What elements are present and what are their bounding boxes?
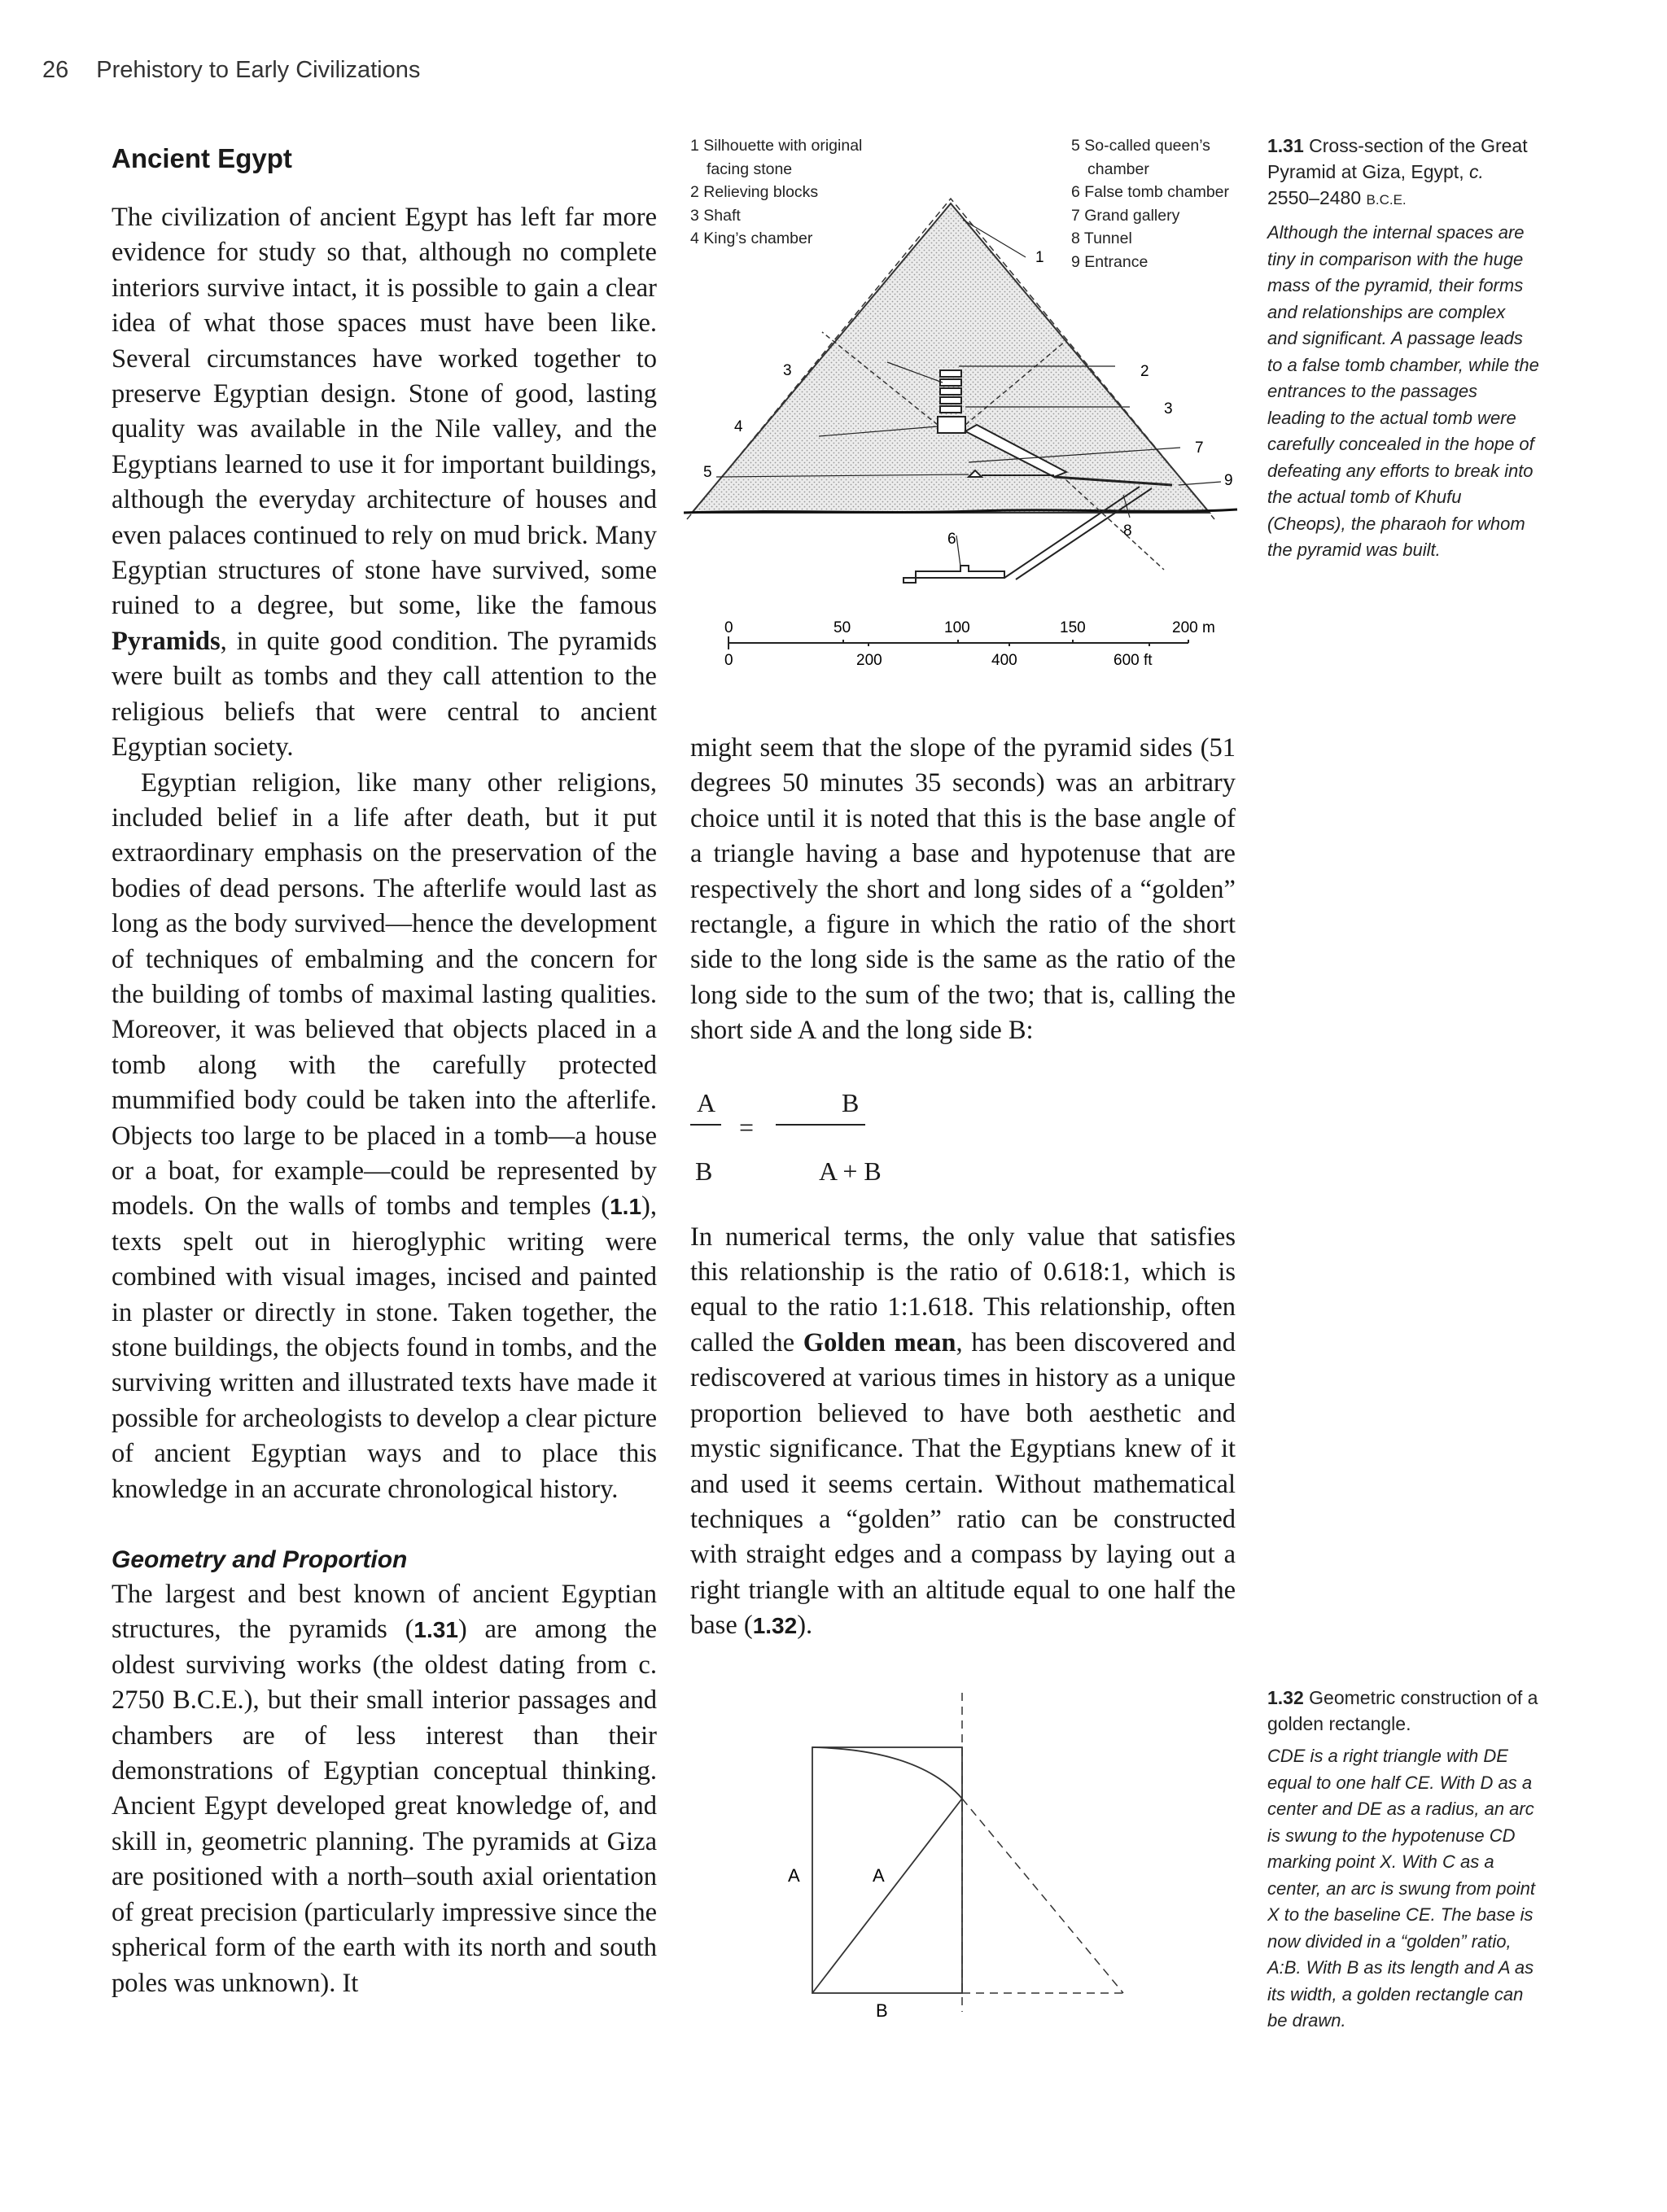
callout-9: 9 [1224, 472, 1233, 489]
legend-item: 2 Relieving blocks [690, 183, 819, 201]
caption-date-prefix: c. [1468, 161, 1484, 182]
scale-m-label: 0 [724, 619, 733, 636]
legend-item: 7 Grand gallery [1071, 206, 1180, 225]
pyramid-cross-section-figure [684, 195, 1262, 684]
callout-2: 2 [1140, 363, 1149, 380]
caption-description: Although the internal spaces are tiny in comparison with the huge mass of the pyramid, their forms and relationships are complex and significant. A passage leads to a false tomb chamber, while the entrances to the passages leading to the actual tomb were carefully concealed in the hope of defeating any efforts to break into the actual tomb of Khufu (Cheops), the pharaoh for whom the pyramid was built. [1267, 222, 1539, 560]
label-a-side: A [788, 1865, 800, 1886]
running-title: Prehistory to Early Civilizations [96, 57, 421, 83]
paragraph-text: In numerical terms, the only value that satisfies this relationship is the ratio of 0.618:1, which is equal to the ratio 1:1.618. This relationship, often called the [690, 1222, 1236, 1357]
golden-rectangle-figure [781, 1693, 1205, 2018]
caption-number: 1.31 [1267, 135, 1304, 156]
callout-8: 8 [1123, 522, 1132, 540]
caption-description: CDE is a right triangle with DE equal to one half CE. With D as a center and DE as a radius, an arc is swung to the hypotenuse CD marking point X. With C as a center, an arc is swung from point X to the baseline CE. The base is now divided in a “golden” ratio, A:B. With B as its length and A as its width, a golden rectangle can be drawn. [1267, 1746, 1535, 2031]
middle-column [690, 731, 1236, 1644]
figure-caption-132 [1267, 1685, 1540, 2035]
dashed-hypotenuse [962, 1799, 1123, 1993]
scale-m-label: 150 [1060, 619, 1086, 636]
caption-title-text: Cross-section of the Great Pyramid at Giza, Egypt, [1267, 135, 1528, 182]
keyword-golden-mean: Golden mean [803, 1327, 956, 1357]
legend-item: 4 King’s chamber [690, 230, 813, 247]
formula-left-denominator: B [695, 1156, 713, 1186]
pyramid-body [692, 203, 1210, 513]
paragraph-text: The largest and best known of ancient Egyptian structures, the pyramids ( [112, 1580, 657, 1645]
legend-item: 1 Silhouette with original [690, 137, 863, 155]
callout-5: 5 [703, 464, 712, 481]
paragraph [112, 766, 657, 1508]
keyword-pyramids: Pyramids [112, 626, 221, 656]
callout-7: 7 [1195, 439, 1204, 457]
relieving-blocks [940, 370, 961, 413]
callout-4: 4 [734, 418, 743, 435]
paragraph-text: , in quite good condition. The pyramids were built as tombs and they call attention to the religious beliefs that were central to ancient Egyptian society. [112, 626, 657, 763]
paragraph [112, 200, 657, 766]
callout-1: 1 [1035, 249, 1044, 266]
running-head [42, 57, 420, 84]
arc [812, 1747, 962, 1799]
scale-m-label: 200 m [1172, 619, 1215, 636]
caption-title-text: Geometric construction of a golden rectangle. [1267, 1687, 1538, 1734]
scale-m-label: 100 [944, 619, 970, 636]
paragraph [690, 1220, 1236, 1644]
figure-reference: 1.32 [752, 1613, 798, 1639]
legend-item: facing stone [707, 160, 793, 178]
paragraph-text: ), texts spelt out in hieroglyphic writing were combined with visual images, incised and painted in plaster or directly in stone. Taken together, the stone buildings, the objects found in tombs, and the surviving written and illustrated texts have made it possible for archeologists to develop a clear picture of ancient Egyptian ways and to place this knowledge in an accurate chronological history. [112, 1191, 657, 1504]
figure-reference: 1.1 [610, 1194, 642, 1220]
legend-item: 5 So-called queen’s [1071, 137, 1210, 155]
golden-rectangle [812, 1747, 962, 1993]
label-b: B [876, 2000, 888, 2018]
paragraph-text: The civilization of ancient Egypt has left far more evidence for study so that, although no complete interiors survive intact, it is possible to gain a clear idea of what those spaces must have been like. Several circumstances have worked together to preserve Egyptian design. Stone of good, lasting quality was available in the Nile valley, and the Egyptians learned to use it for important buildings, although the everyday architecture of houses and even palaces continued to rely on mud brick. Many Egyptian structures of stone have survived, some ruined to a degree, but some, like the famous [112, 203, 657, 621]
hypotenuse [812, 1799, 962, 1993]
page-number: 26 [42, 57, 69, 83]
formula-right-bar [776, 1124, 865, 1126]
formula-left-bar [690, 1124, 721, 1126]
formula-left-numerator: A [697, 1087, 716, 1117]
formula-right-denominator: A + B [819, 1156, 882, 1186]
caption-number: 1.32 [1267, 1687, 1304, 1708]
callout-3: 3 [783, 362, 792, 379]
callout-3: 3 [1164, 400, 1173, 417]
legend-item: 6 False tomb chamber [1071, 183, 1230, 201]
formula-equals: = [739, 1112, 755, 1142]
kings-chamber [938, 417, 965, 433]
left-column [112, 140, 657, 2001]
figure-reference: 1.31 [413, 1617, 458, 1643]
caption-date: 2550–2480 [1267, 187, 1362, 208]
scale-ft-label: 0 [724, 652, 733, 669]
scale-ft-label: 600 ft [1114, 652, 1153, 669]
subheading: Geometry and Proportion [112, 1546, 408, 1574]
paragraph-text: , has been discovered and rediscovered at various times in history as a unique proportion believed to have both aesthetic and mystic significance. That the Egyptians knew of it and used it seems certain. Without mathematical techniques a “golden” ratio can be constructed with straight edges and a compass by laying out a right triangle with an altitude equal to one half the base ( [690, 1327, 1236, 1641]
caption-title [1267, 133, 1540, 213]
golden-ratio-formula [690, 1065, 1236, 1204]
formula-right-numerator: B [842, 1087, 860, 1117]
paragraph [112, 1577, 657, 2001]
section-heading: Ancient Egypt [112, 143, 292, 173]
caption-era: B.C.E. [1366, 192, 1407, 208]
scale-ft-label: 400 [991, 652, 1017, 669]
label-a-diagonal: A [873, 1865, 885, 1886]
legend-item: 3 Shaft [690, 206, 741, 225]
callout-6: 6 [947, 531, 956, 548]
legend-item: chamber [1087, 160, 1149, 178]
paragraph: might seem that the slope of the pyramid sides (51 degrees 50 minutes 35 seconds) was an arbitrary choice until it is noted that this is the base angle of a triangle having a base and hypotenuse that are respectively the short and long sides of a “golden” rectangle, a figure in which the ratio of the short side to the long side is the same as the ratio of the long side to the sum of the two; that is, calling the short side A and the long side B: [690, 733, 1236, 1046]
paragraph-text: ). [797, 1611, 813, 1641]
legend-item: 9 Entrance [1071, 252, 1149, 271]
scale-m-label: 50 [834, 619, 851, 636]
paragraph-text: ) are among the oldest surviving works (the oldest dating from c. 2750 B.C.E.), but their small interior passages and chambers are of less interest than their demonstrations of Egyptian conceptual thinking. Ancient Egypt developed great knowledge of, and skill in, geometric planning. The pyramids at Giza are positioned with a north–south axial orientation of great precision (particularly impressive since the spherical form of the earth with its north and south poles was unknown). It [112, 1615, 657, 1998]
figure-caption-131 [1267, 133, 1540, 564]
caption-title [1267, 1685, 1540, 1737]
false-tomb-chamber [904, 566, 1004, 583]
scale-ft-label: 200 [856, 652, 882, 669]
paragraph-text: Egyptian religion, like many other religions, included belief in a life after death, but it put extraordinary emphasis on the preservation of the bodies of dead persons. The afterlife would last as long as the body survived—hence the development of techniques of embalming and the concern for the building of tombs of maximal lasting qualities. Moreover, it was believed that objects placed in a tomb along with the carefully protected mummified body could be taken into the afterlife. Objects too large to be placed in a tomb—a house or a boat, for example—could be represented by models. On the walls of tombs and temples ( [112, 767, 657, 1222]
scale-bar [716, 614, 1237, 680]
legend-item: 8 Tunnel [1071, 230, 1132, 247]
